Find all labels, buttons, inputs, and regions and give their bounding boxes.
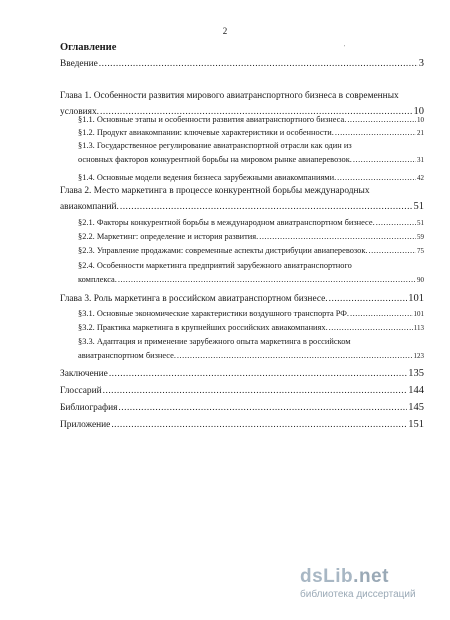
toc-entry-line — [78, 172, 424, 184]
toc-entry-text: основных факторов конкурентной борьбы на мировом рынке авиаперевозок. — [78, 155, 352, 164]
toc-entry-text: §1.3. Государственное регулирование авиатранспортной отрасли как один из — [78, 141, 352, 150]
watermark-tagline: библиотека диссертаций — [300, 589, 416, 600]
toc-entry-line — [78, 274, 424, 286]
toc-entry-line — [78, 127, 424, 139]
toc-entry — [78, 172, 424, 184]
toc-entry-text: §1.2. Продукт авиакомпании: ключевые характеристики и особенности. — [78, 128, 334, 137]
toc-entry-text: Глоссарий — [60, 386, 102, 396]
dot-leader — [335, 127, 416, 139]
toc-entry-text: комплекса. — [78, 275, 117, 284]
toc-entry-line — [78, 322, 424, 334]
toc-page-number: 21 — [417, 129, 424, 137]
toc-entry-line — [60, 201, 424, 213]
toc-entry-text: условиях. — [60, 107, 100, 117]
dot-leader — [329, 322, 413, 334]
toc-entry-line — [78, 350, 424, 362]
toc-page-number: 51 — [413, 201, 424, 212]
toc-entry-text: авиакомпаний. — [60, 202, 119, 212]
dot-leader — [337, 172, 416, 184]
dot-leader — [118, 402, 407, 414]
toc-entry — [78, 308, 424, 320]
toc-page-number: 135 — [408, 368, 424, 379]
toc-entry-line — [78, 231, 424, 243]
toc-page-number: 101 — [408, 293, 424, 304]
dot-leader — [376, 217, 416, 229]
toc-entry-text: Приложение — [60, 420, 111, 430]
page-number: 2 — [222, 26, 228, 36]
dot-leader — [329, 293, 408, 305]
toc-entry-text: §2.2. Маркетинг: определение и история развития. — [78, 232, 259, 241]
toc-entry — [60, 402, 424, 414]
toc-entry-text: Введение — [60, 59, 98, 69]
toc-entry — [60, 293, 424, 305]
toc-entry — [60, 385, 424, 397]
dot-leader — [120, 201, 413, 213]
toc-entry — [78, 336, 424, 362]
toc-entry-text: Заключение — [60, 369, 108, 379]
toc-heading: Оглавление — [60, 42, 117, 53]
toc-entry-line — [78, 114, 424, 126]
toc-entry — [78, 217, 424, 229]
toc-entry — [78, 127, 424, 139]
dot-leader — [369, 245, 416, 257]
dot-leader — [259, 231, 416, 243]
toc-page-number: 42 — [417, 174, 424, 182]
toc-entry — [60, 368, 424, 380]
toc-page-number: 151 — [408, 419, 424, 430]
toc-entry-line — [78, 217, 424, 229]
toc-entry-text: §2.4. Особенности маркетинга предприятий зарубежного авиатранспортного — [78, 261, 352, 270]
dot-leader — [103, 385, 408, 397]
toc-entry-line — [78, 308, 424, 320]
toc-page-number: 10 — [413, 106, 424, 117]
toc-page-number: 59 — [417, 233, 424, 241]
toc-entry-text: §3.3. Адаптация и применение зарубежного опыта маркетинга в российском — [78, 337, 351, 346]
toc-entry-text: §2.3. Управление продажами: современные аспекты дистрибуции авиаперевозок. — [78, 246, 368, 255]
toc-entry-text: авиатранспортном бизнесе. — [78, 351, 176, 360]
toc-entry-text: §1.1. Основные этапы и особенности развития авиатранспортного бизнеса. — [78, 115, 347, 124]
toc-page-number: 51 — [417, 219, 424, 227]
toc-entry — [60, 58, 424, 70]
toc-entry — [78, 140, 424, 166]
toc-entry-text: §1.4. Основные модели ведения бизнеса зарубежными авиакомпаниями. — [78, 173, 337, 182]
toc-entry-text: §3.1. Основные экономические характеристики воздушного транспорта РФ. — [78, 309, 350, 318]
toc-page-number: 10 — [417, 116, 424, 124]
toc-entry — [60, 185, 424, 213]
toc-page-number: 90 — [417, 276, 424, 284]
toc-entry-line — [78, 245, 424, 257]
toc-entry-line — [60, 402, 424, 414]
dot-leader — [111, 419, 407, 431]
toc-entry-text: Глава 2. Место маркетинга в процессе конкурентной борьбы международных — [60, 186, 370, 196]
toc-entry-line — [78, 154, 424, 166]
toc-entry-text: Глава 1. Особенности развития мирового авиатранспортного бизнеса в современных — [60, 91, 399, 101]
dot-leader — [109, 368, 407, 380]
toc-page-number: 144 — [408, 385, 424, 396]
dot-leader — [347, 114, 416, 126]
toc-page-number: 145 — [408, 402, 424, 413]
toc-entry — [78, 245, 424, 257]
toc-page-number: 101 — [413, 310, 424, 318]
watermark — [300, 566, 450, 600]
toc-entry — [60, 419, 424, 431]
toc-page-number: 75 — [417, 247, 424, 255]
toc-entry-line — [60, 368, 424, 380]
watermark-logo-left: dsLib — [300, 566, 354, 587]
dot-leader — [350, 308, 412, 320]
toc-entry-text: §2.1. Факторы конкурентной борьбы в международном авиатранспортном бизнесе. — [78, 218, 375, 227]
toc-entry-text: Глава 3. Роль маркетинга в российском авиатранспортном бизнесе. — [60, 294, 328, 304]
toc-page-number: 113 — [413, 324, 424, 332]
watermark-logo — [300, 566, 450, 588]
toc-entry-line — [60, 419, 424, 431]
toc-entry-line — [60, 293, 424, 305]
watermark-logo-right: .net — [353, 566, 389, 587]
dot-leader — [177, 350, 413, 362]
toc-entry — [78, 231, 424, 243]
toc-page-number: 123 — [413, 352, 424, 360]
toc-entry — [78, 114, 424, 126]
dot-leader — [353, 154, 416, 166]
toc-entry-line — [60, 58, 424, 70]
toc-entry-text: §3.2. Практика маркетинга в крупнейших российских авиакомпаниях. — [78, 323, 328, 332]
toc-entry-text: Библиография — [60, 403, 118, 413]
toc-entry — [78, 260, 424, 286]
dot-leader — [99, 58, 418, 70]
toc-entry-line — [60, 385, 424, 397]
toc-entry — [78, 322, 424, 334]
dot-leader — [118, 274, 416, 286]
toc-page-number: 31 — [417, 156, 424, 164]
stray-mark: ' — [344, 45, 346, 51]
toc-page-number: 3 — [418, 58, 424, 69]
